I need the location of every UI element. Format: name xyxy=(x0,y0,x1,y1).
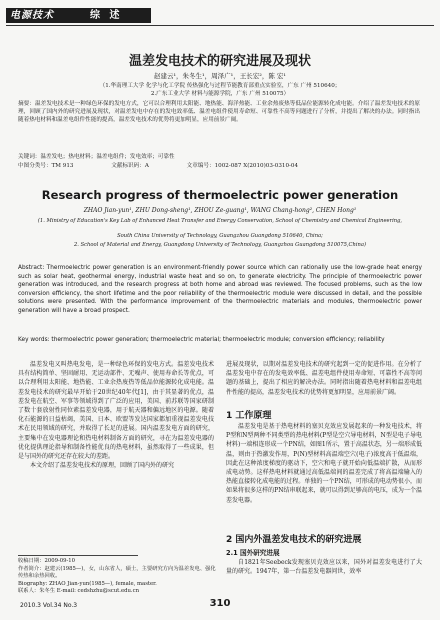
keywords-en: Key words: thermoelectric power generation; thermoelectric material; thermoelectric module; conversion efficiency; reliability xyxy=(18,337,385,343)
journal-name: 电源技术 xyxy=(10,10,54,21)
footnote-author-bio: 作者简介：赵建云(1985—)，女，山东省人，硕士，主要研究方向为温差发电、强化传热和余热回收。 xyxy=(18,565,216,580)
keywords-cn: 关键词：温差发电；热电材料；温差电组件；发电效率；可靠性 xyxy=(18,154,175,160)
section-1-text xyxy=(226,422,422,505)
footnote-contact: 联系人：朱冬生 E-mail: cedshzhu@scut.edu.cn xyxy=(18,588,139,595)
affiliation-cn-2: 2.广东工业大学 材料与能源学院，广东 广州 510075） xyxy=(150,91,290,97)
authors-en: ZHAO Jian-yun¹, ZHU Dong-sheng¹, ZHOU Ze-guang¹, WANG Chang-hong², CHEN Hong¹ xyxy=(83,207,357,214)
journal-header-bar xyxy=(6,8,151,23)
document-code: 文献标识码：A xyxy=(111,163,149,169)
body-paragraph: 温差发电又叫热电发电，是一种绿色环保的发电方式。温差发电技术具有结构简单、坚固耐用、无运动部件、无噪声、使用寿命长等优点，可以合理利用太阳能、地热能、工业余热废热等低品位能源转化成电能。温差发电技术的研究最早开始于20世纪40年代[1]，由于其显著的优点，温差发电在航空、军事等领域得到了广泛的应用，美国、前苏联等国家研制了数十套放射性同位素温差发电器，用于航天器和偏远地区的电源。随着化石能源的日益枯竭，美国、日本、欧盟等发达国家都加重视温差发电技术在民用领域的研究，并取得了长足的进展。国内温差发电方面的研究，主要集中在发电器理论和热电材料制备方面的研究，寻在为温差发电器的优化提供理论指导和制备性能优良的热电材料，虽然取得了一些成果，但是与国外的研究还存在较大的差距。 xyxy=(18,361,214,461)
footnote-received: 收稿日期：2009-09-10 xyxy=(18,558,76,564)
affiliation-en-3: 2. School of Material and Energy, Guangdong University of Technology, Guangzhou Guangdong 510075,China) xyxy=(74,242,366,248)
section-heading-1: 1 工作原理 xyxy=(226,411,272,421)
body-column-left xyxy=(18,360,214,470)
issue-info: 2010.3 Vol.34 No.3 xyxy=(20,602,78,609)
body-paragraph: 进展及现状，以期对温差发电技术的研究起到一定的促进作用。在分析了温差发电中存在的发电效率低、温差电组件使用寿命短、可靠性不高等问题的基础上，提出了相应的解决办法。同时指出随着热电材料和温差电组件性能的提高，温差发电技术的优势将更加明显，应用前景广阔。 xyxy=(226,361,422,396)
clc-number: 中图分类号：TM 913 xyxy=(18,163,74,169)
page-number: 310 xyxy=(209,598,231,609)
body-column-right-intro xyxy=(226,360,422,397)
article-meta-cn xyxy=(18,162,420,170)
section-label: 综 述 xyxy=(90,10,123,21)
affiliation-cn-1: （1.华南理工大学 化学与化工学院 传热强化与过程节能教育部重点实验室，广东 广州 510640； xyxy=(99,83,341,89)
abstract-cn: 摘要：温差发电技术是一种绿色环保的发电方式，它可以合理利用太阳能、地热能、海洋热能、工业余热废热等低品位能源转化成电能。介绍了温差发电技术的原理，回顾了国内外的研究进展及现状，对温差发电中存在的发电效率低、温差电组件使用寿命短、可靠性不高等问题进行了分析，并提出了解决的办法。同时指出随着热电材料和温差电组件性能的提高，温差发电技术的优势将更加明显，应用前景广阔。 xyxy=(18,101,420,124)
paper-title-cn: 温差发电技术的研究进展及现状 xyxy=(128,54,311,69)
section-heading-2: 2 国内外温差发电技术的研究进展 xyxy=(226,535,362,545)
article-number: 文章编号：1002-087 X(2010)03-0310-04 xyxy=(186,163,299,169)
header-rule xyxy=(6,25,434,26)
paper-title-en: Research progress of thermoelectric power generation xyxy=(41,188,399,202)
section-2-1-text xyxy=(226,558,422,576)
abstract-en: Abstract: Thermoelectric power generation is an environment-friendly power source which can rationally use the low-grade heat energy such as solar heat, geothermal energy, industrial waste heat and so on, to generate electricity. The principle of thermoelectric power generation was introduced, and the research progress at both home and abroad was reviewed. The focused problems, such as the low conversion efficiency, the short lifetime and the poor reliability of the thermoelectric module were discussed in detail, and the possible solutions were presented. With the performance improvement of the thermoelectric materials and modules, thermoelectric power generation will have a broad prospect. xyxy=(18,265,422,314)
authors-cn: 赵建云¹，朱冬生¹，周泽广¹，王长宏²，陈 宏¹ xyxy=(153,72,287,80)
affiliation-en-1: (1. Ministry of Education's Key Lab of Enhanced Heat Transfer and Energy Conservation, School of Chemistry and Chemical Engineering, xyxy=(37,218,403,224)
journal-header xyxy=(6,6,434,26)
footnote-rule xyxy=(18,555,138,556)
subsection-heading-2-1: 2.1 国外研究进展 xyxy=(226,549,280,557)
body-paragraph: 温差发电是基于热电材料的塞贝克效应发展起来的一种发电技术，将P型和N型两种不同类型的热电材料(P型是空穴导电材料，N型是电子导电材料)一端相连形成一个PN结，如图1所示，置于高温状态，另一端形成低温，则由于热激发作用，P(N)型材料高温端空穴(电子)浓度高于低温端，因此在这种浓度梯度的驱动下，空穴和电子就开始向低温端扩散，从而形成电动势。这样热电材料就通过高低温端间的温差完成了将高温端输入的热能直接转化成电能的过程。单独的一个PN结，可形成的电动势很小，而如果将很多这样的PN结串联起来，就可以得到足够高的电压，成为一个温差发电器。 xyxy=(226,423,422,504)
body-paragraph: 自1821年Seebeck发现塞贝克效应以来，国外对温差发电进行了大量的研究。1947年，第一台温差发电器问世，效率 xyxy=(226,559,422,576)
body-paragraph: 本文介绍了温差发电技术的原理，回顾了国内外的研究 xyxy=(30,462,175,470)
footnote-biography-en: Biography: ZHAO Jian-yun(1985—), female, master. xyxy=(18,580,157,587)
affiliation-en-2: South China University of Technology, Guangzhou Guangdong 510640, China; xyxy=(117,233,323,239)
footnote xyxy=(18,558,218,596)
page-footer xyxy=(0,598,440,612)
